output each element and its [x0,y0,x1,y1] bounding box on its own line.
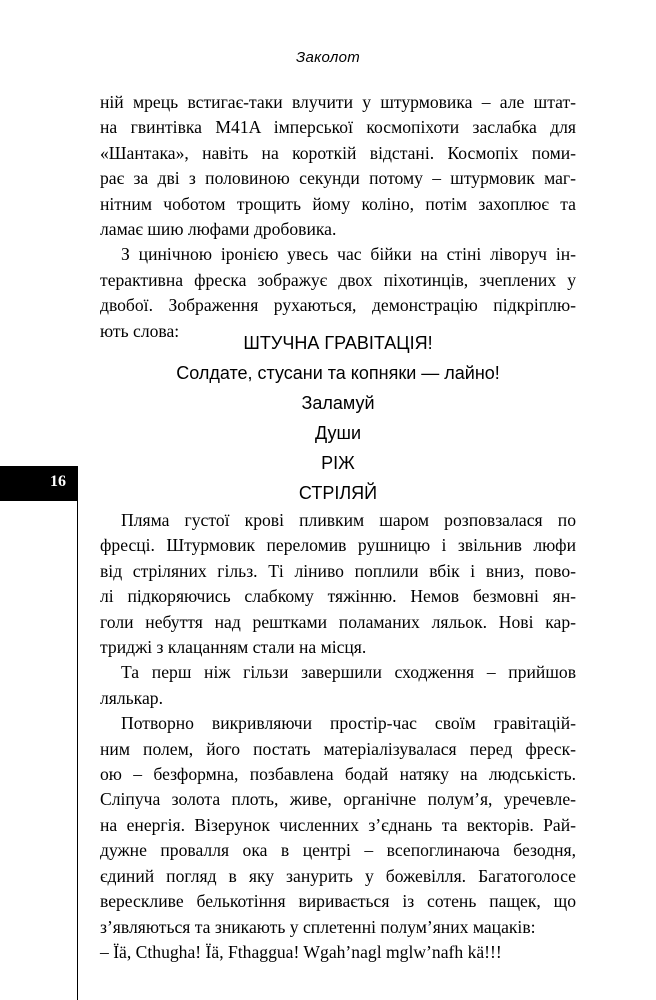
text-line: голи небуття над рештками поламаних ляльок. Нові кар- [100,611,576,632]
paragraph [100,940,576,965]
text-line: фресці. Штурмовик переломив рушницю і звільнив люфи [100,535,576,556]
margin-rule [77,501,78,1000]
text-line: двобої. Зображення рухаються, демонстрацію підкріплю- [100,295,576,316]
text-line: лі підкоряючись слабкому тяжінню. Немов безмовні ян- [100,586,576,607]
text-line: від стріляних гільз. Ті ліниво поплили вбік і вниз, пово- [100,560,576,581]
text-line: з’являються та зникають у сплетенні полум’яних мацаків: [100,916,536,937]
text-line: триджі з клацанням стали на місця. [100,637,367,658]
slogan-line: Заламуй [301,393,375,413]
text-line: ній мрець встигає-таки влучити у штурмовика – але штат- [100,92,576,112]
paragraph [100,90,576,242]
paragraph [100,508,576,660]
page-number: 16 [50,473,66,490]
body-text-bottom [100,508,576,965]
page-number-tab [0,466,78,501]
text-line: дужне провалля ока в центрі – всепоглинаюча безодня, [100,840,576,861]
text-line: Та перш ніж гільзи завершили сходження – прийшов [121,662,576,683]
paragraph [100,711,576,940]
text-line: ою – безформна, позбавлена бодай натяку на людськість. [100,764,576,785]
paragraph [100,660,576,711]
running-head: Заколот [295,49,361,66]
text-line: Сліпуча золота плоть, живе, органічне полум’я, уречевле- [100,789,576,810]
text-line: єдиний погляд в яку занурить у божевілля. Багатоголосе [100,865,576,886]
slogan-line: СТРІЛЯЙ [298,483,378,503]
text-line: на енергія. Візерунок численних з’єднань та векторів. Рай- [100,814,576,835]
fresco-slogans [100,328,576,508]
text-line: рає за дві з половиною секунди потому – штурмовик маг- [100,168,576,189]
text-line: Потворно викривляючи простір-час своїм гравітацій- [121,713,576,734]
text-line: нітним чоботом трощить йому коліно, потім захоплює та [100,193,576,214]
text-line: ним полем, його постать матеріалізувалася перед фреск- [100,738,576,759]
text-line: З цинічною іронією увесь час бійки на стіні ліворуч ін- [121,244,576,265]
text-line: лялькар. [100,687,163,708]
slogan-line: ШТУЧНА ГРАВІТАЦІЯ! [243,333,433,353]
slogan-line: Души [314,423,362,443]
text-line: терактивна фреска зображує двох піхотинців, зчеплених у [100,269,576,290]
text-line: ють слова: [100,320,180,341]
text-line: верескливе белькотіння виривається із сотень пащек, що [100,891,576,912]
slogan-line: РІЖ [321,453,355,473]
text-line: ламає шию люфами дробовика. [100,219,337,240]
text-line: Пляма густої крові пливким шаром розповзалася по [121,510,576,530]
slogan-line: Солдате, стусани та копняки — лайно! [176,363,500,383]
text-line: на гвинтівка M41A імперської космопіхоти заслабка для [100,117,576,138]
text-line: – Ïä, Cthugha! Ïä, Fthaggua! Wgah’nagl mglw’nafh kä!!! [100,941,502,962]
body-text-top [100,90,576,344]
text-line: «Шантака», навіть на короткій відстані. Космопіх поми- [100,142,576,163]
